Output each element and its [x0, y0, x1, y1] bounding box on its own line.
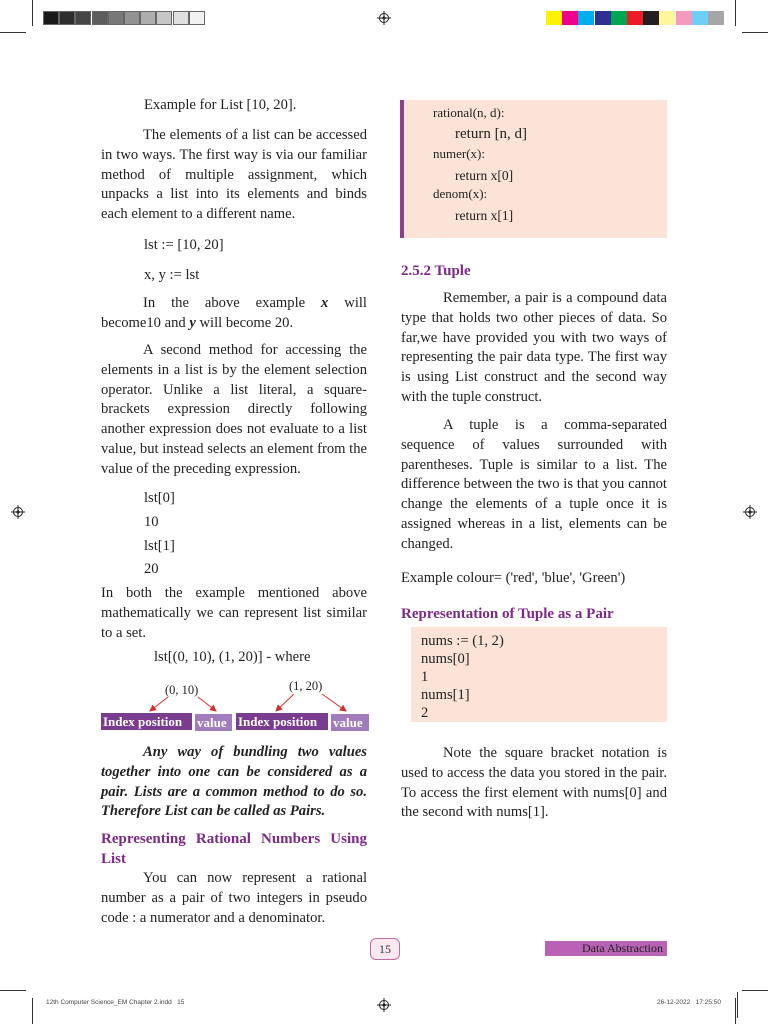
print-timestamp: 26-12-2022 17:25:50 [657, 999, 721, 1006]
rational-paragraph: You can now represent a rational number as a pair of two integers in pseudo code : a numerator and a denominator. [101, 870, 367, 926]
access-paragraph: The elements of a list can be accessed in two ways. The first way is via our familiar method of multiple assignment, which unpacks a list into its elements and binds each element to a different name. [101, 127, 367, 223]
code-line: nums := (1, 2) [421, 633, 504, 649]
code-line: numer(x): [433, 146, 485, 161]
gray-swatch [59, 11, 75, 25]
registration-mark-icon [743, 505, 757, 519]
gray-swatch [75, 11, 91, 25]
code-line: lst[1] [144, 538, 175, 554]
tuple-pair-heading: Representation of Tuple as a Pair [401, 606, 614, 622]
color-swatch [692, 11, 708, 25]
code-line: nums[0] [421, 651, 470, 667]
file-info: 12th Computer Science_EM Chapter 2.indd 15 [46, 999, 185, 1006]
color-swatch [627, 11, 643, 25]
page-number-badge: 15 [370, 938, 400, 960]
registration-mark-icon [11, 505, 25, 519]
gray-swatch [92, 11, 108, 25]
value-label: value [195, 714, 232, 731]
tuple-section-heading: 2.5.2 Tuple [401, 263, 471, 279]
code-line: return x[0] [455, 168, 514, 183]
gray-swatch [189, 11, 205, 25]
example-colour-line: Example colour= ('red', 'blue', 'Green') [401, 570, 626, 586]
color-swatch [578, 11, 594, 25]
pairs-emphasis-paragraph: Any way of bundling two values together into one can be considered as a pair. Lists are a common method to do so. Therefore List can be called as Pairs. [101, 744, 367, 820]
gray-swatch [43, 11, 59, 25]
code-line: nums[1] [421, 687, 470, 703]
pair-label: (1, 20) [289, 679, 323, 693]
set-paragraph: In both the example mentioned above mathematically we can represent list similar to a set. [101, 585, 367, 641]
value-label: value [331, 714, 369, 731]
rational-heading: Representing Rational Numbers Using List [101, 831, 367, 867]
code-line: 2 [421, 705, 429, 721]
registration-mark-icon [377, 998, 391, 1012]
code-line: 20 [144, 561, 159, 577]
gray-swatch [108, 11, 124, 25]
gray-swatch [124, 11, 140, 25]
gray-swatch [173, 11, 189, 25]
color-swatch [546, 11, 562, 25]
code-line: lst[0] [144, 490, 175, 506]
index-position-label: Index position [236, 713, 328, 730]
second-method-paragraph: A second method for accessing the elements in a list is by the element selection operator. Unlike a list literal, a square-brackets expression directly following another expression does not evaluate to a list value, but instead selects an element from the value of the preceding expression. [101, 342, 367, 477]
index-position-label: Index position [101, 713, 192, 730]
code-line: return x[1] [455, 208, 514, 223]
set-notation-line: lst[(0, 10), (1, 20)] - where [154, 649, 311, 665]
pointer-arrows [100, 694, 370, 714]
registration-mark-icon [377, 11, 391, 25]
code-box-accent-bar [400, 100, 404, 238]
color-swatch [595, 11, 611, 25]
code-lst-assign: lst := [10, 20] [144, 237, 224, 253]
square-bracket-note-paragraph: Note the square bracket notation is used to access the data you stored in the pair. To access the first element with nums[0] and the second with nums[1]. [401, 745, 667, 821]
pair-remember-paragraph: Remember, a pair is a compound data type that holds two other pieces of data. So far,we have provided you with two ways of representing the pair data type. The first way is using List construct and the second way with the tuple construct. [401, 290, 667, 405]
color-swatch [708, 11, 724, 25]
code-line: rational(n, d): [433, 105, 505, 120]
chapter-title-bar: Data Abstraction [545, 941, 667, 956]
example-xy-paragraph: In the above example x will become10 and y will become 20. [101, 295, 367, 331]
color-swatch [676, 11, 692, 25]
color-swatch [643, 11, 659, 25]
example-list-text: Example for List [10, 20]. [144, 97, 297, 113]
code-line: 10 [144, 514, 159, 530]
gray-swatch [156, 11, 172, 25]
color-swatch [611, 11, 627, 25]
code-line: denom(x): [433, 186, 488, 201]
color-swatch [562, 11, 578, 25]
tuple-definition-paragraph: A tuple is a comma-separated sequence of values surrounded with parentheses. Tuple is similar to a list. The difference between the two is that you cannot change the elements of a tuple once it is assigned whereas in a list, elements can be changed. [401, 417, 667, 552]
code-xy-unpack: x, y := lst [144, 267, 200, 283]
code-line: 1 [421, 669, 429, 685]
gray-swatch [140, 11, 156, 25]
pair-label: (0, 10) [165, 683, 199, 697]
color-swatch [659, 11, 675, 25]
code-line: return [n, d] [455, 126, 528, 142]
